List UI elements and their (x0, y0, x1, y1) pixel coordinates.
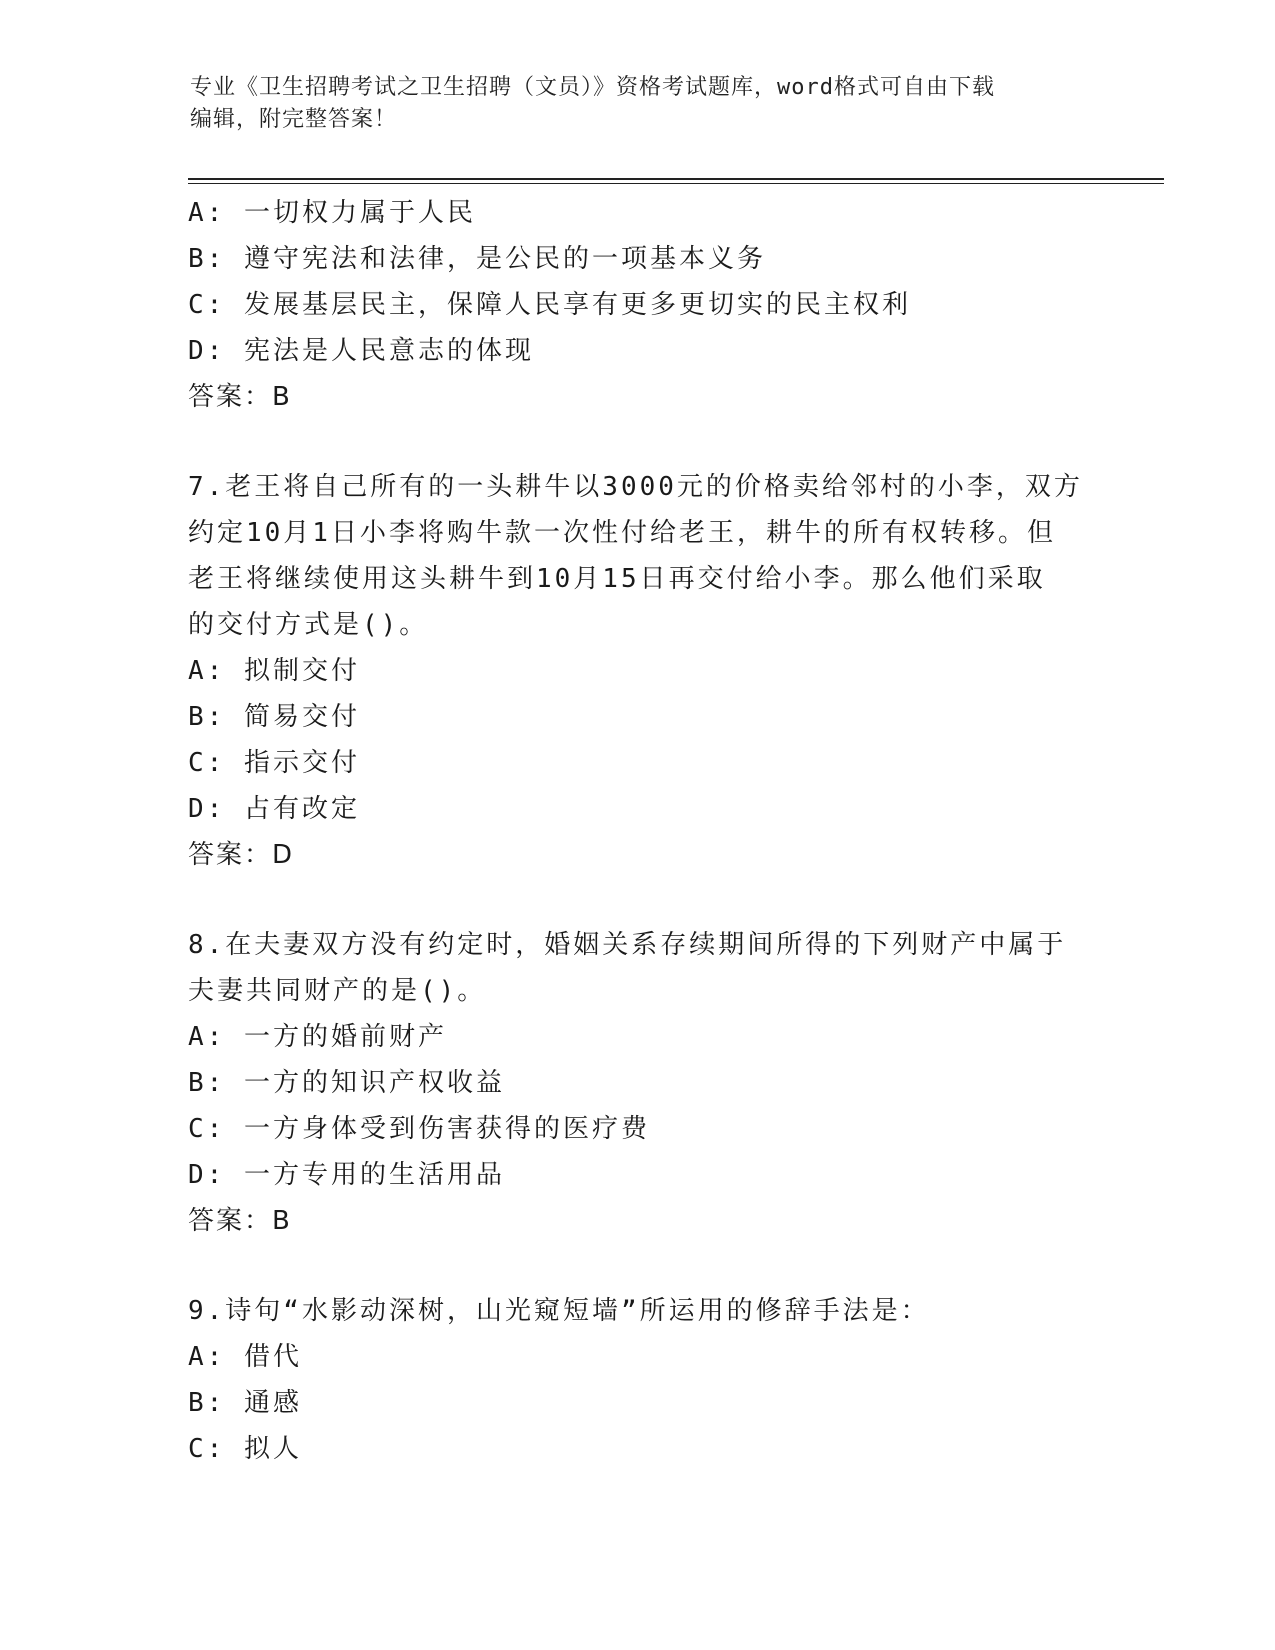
question-text-line: 夫妻共同财产的是()。 (188, 976, 487, 1006)
document-header (190, 72, 1090, 136)
answer-line: 答案：B (188, 1206, 292, 1236)
option-b: B: 遵守宪法和法律，是公民的一项基本义务 (188, 244, 766, 274)
header-line-2: 编辑，附完整答案！ (190, 107, 398, 132)
option-c: C: 一方身体受到伤害获得的医疗费 (188, 1114, 650, 1144)
question-text-line: 8.在夫妻双方没有约定时，婚姻关系存续期间所得的下列财产中属于 (188, 930, 1067, 960)
question-text-line: 的交付方式是()。 (188, 610, 429, 640)
option-c: C: 发展基层民主，保障人民享有更多更切实的民主权利 (188, 290, 911, 320)
option-a: A: 借代 (188, 1342, 302, 1372)
question-list (188, 190, 1088, 1472)
option-d: D: 一方专用的生活用品 (188, 1160, 505, 1190)
option-d: D: 宪法是人民意志的体现 (188, 336, 534, 366)
answer-line: 答案：D (188, 840, 295, 870)
option-c: C: 拟人 (188, 1434, 302, 1464)
option-c: C: 指示交付 (188, 748, 360, 778)
header-line-1: 专业《卫生招聘考试之卫生招聘（文员）》资格考试题库，word格式可自由下载 (190, 75, 995, 100)
option-b: B: 通感 (188, 1388, 302, 1418)
question-9 (188, 1288, 1088, 1472)
question-spacer (188, 1244, 1088, 1288)
option-b: B: 简易交付 (188, 702, 360, 732)
question-6 (188, 190, 1088, 420)
question-text-line: 约定10月1日小李将购牛款一次性付给老王，耕牛的所有权转移。但 (188, 518, 1056, 548)
question-7 (188, 464, 1088, 878)
option-d: D: 占有改定 (188, 794, 360, 824)
option-b: B: 一方的知识产权收益 (188, 1068, 505, 1098)
option-a: A: 一切权力属于人民 (188, 198, 476, 228)
question-spacer (188, 878, 1088, 922)
option-a: A: 拟制交付 (188, 656, 360, 686)
header-divider-thick (188, 178, 1164, 180)
answer-line: 答案：B (188, 382, 292, 412)
question-text-line: 7.老王将自己所有的一头耕牛以3000元的价格卖给邻村的小李，双方 (188, 472, 1083, 502)
question-spacer (188, 420, 1088, 464)
option-a: A: 一方的婚前财产 (188, 1022, 447, 1052)
header-divider-thin (188, 183, 1164, 184)
question-text-line: 老王将继续使用这头耕牛到10月15日再交付给小李。那么他们采取 (188, 564, 1046, 594)
question-text-line: 9.诗句“水影动深树，山光窥短墙”所运用的修辞手法是： (188, 1296, 930, 1326)
question-8 (188, 922, 1088, 1244)
